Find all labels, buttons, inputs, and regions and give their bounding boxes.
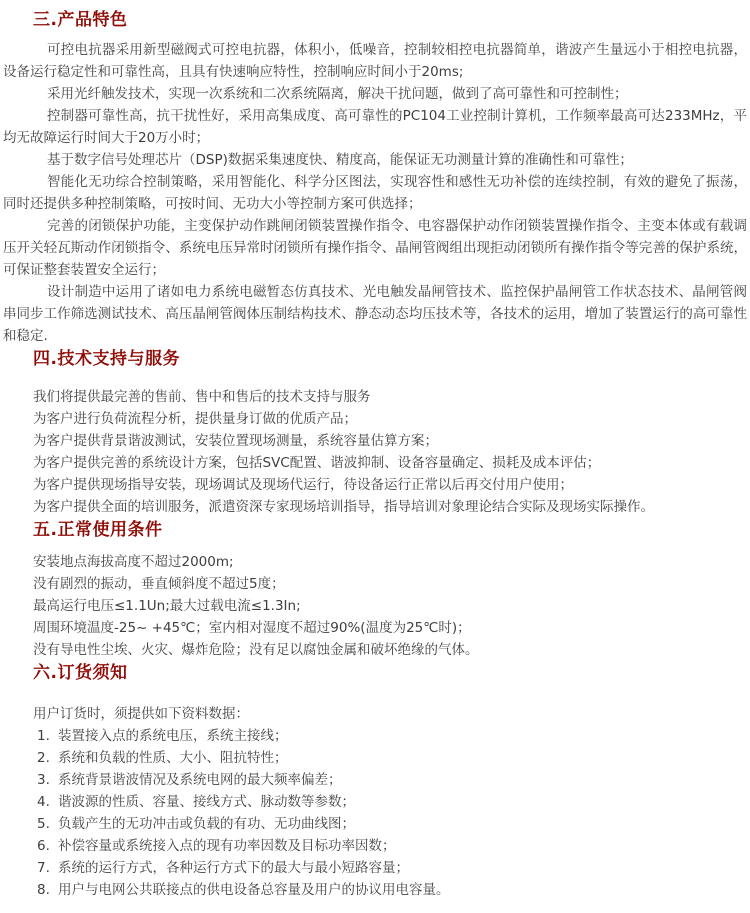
paragraph: 设计制造中运用了诸如电力系统电磁暂态仿真技术、光电触发晶闸管技术、监控保护晶闸管工作状态技术、晶闸管阀串同步工作筛选测试技术、高压晶闸管阀体压制结构技术、静态动态均压技术等，各技术的运用，增加了装置运行的高可靠性和稳定. — [3, 284, 747, 344]
text-line: 周围环境温度-25~ +45℃；室内相对湿度不超过90%(温度为25℃时)； — [33, 620, 471, 636]
list-item-number: 5. — [37, 816, 50, 832]
list-item-number: 8. — [37, 882, 50, 898]
text-line: 安装地点海拔高度不超过2000m; — [33, 554, 234, 570]
section-operating-conditions — [0, 518, 750, 661]
list-item-number: 4. — [37, 794, 50, 810]
list-item-number: 6. — [37, 838, 50, 854]
text-line: 为客户提供全面的培训服务，派遣资深专家现场培训指导，指导培训对象理论结合实际及现场实际操作。 — [33, 499, 654, 515]
list-item — [37, 747, 750, 769]
list-item-text: 谐波源的性质、容量、接线方式、脉动数等参数； — [58, 794, 355, 810]
section-heading-ordering-info: 六.订货须知 — [33, 663, 128, 683]
list-item-number: 3. — [37, 772, 50, 788]
list-item — [37, 857, 750, 879]
paragraph: 智能化无功综合控制策略，采用智能化、科学分区图法，实现容性和感性无功补偿的连续控制，有效的避免了振荡，同时还提供多种控制策略，可按时间、无功大小等控制方案可供选择； — [3, 174, 747, 212]
list-item-text: 用户与电网公共联接点的供电设备总容量及用户的协议用电容量。 — [58, 882, 450, 898]
tech-support-body — [33, 386, 750, 518]
paragraph: 采用光纤触发技术，实现一次系统和二次系统隔离，解决干扰问题，做到了高可靠性和可控制性； — [47, 86, 628, 102]
ordering-intro: 用户订货时，须提供如下资料数据： — [33, 706, 249, 722]
list-item-text: 系统和负载的性质、大小、阻抗特性； — [58, 750, 288, 766]
text-line: 为客户提供背景谐波测试，安装位置现场测量，系统容量估算方案； — [33, 433, 438, 449]
text-line: 最高运行电压≤1.1Un;最大过载电流≤1.3In; — [33, 598, 301, 614]
list-item — [37, 879, 750, 901]
list-item — [37, 835, 750, 857]
list-item-number: 7. — [37, 860, 50, 876]
list-item-text: 系统的运行方式，各种运行方式下的最大与最小短路容量； — [58, 860, 409, 876]
list-item — [37, 791, 750, 813]
list-item-text: 系统背景谐波情况及系统电网的最大频率偏差； — [58, 772, 342, 788]
section-product-features — [0, 8, 750, 347]
section-heading-operating-conditions: 五.正常使用条件 — [33, 520, 163, 540]
list-item — [37, 769, 750, 791]
paragraph: 完善的闭锁保护功能，主变保护动作跳闸闭锁装置操作指令、电容器保护动作闭锁装置操作指令、主变本体或有载调压开关轻瓦斯动作闭锁指令、系统电压异常时闭锁所有操作指令、晶闸管阀组出现拒动闭锁所有操作指令等完善的保护系统，可保证整套装置安全运行； — [3, 218, 747, 278]
ordering-info-body — [33, 703, 750, 901]
list-item-number: 2. — [37, 750, 50, 766]
list-item — [37, 725, 750, 747]
list-item-text: 装置接入点的系统电压，系统主接线； — [58, 728, 288, 744]
text-line: 为客户提供现场指导安装，现场调试及现场代运行，待设备运行正常以后再交付用户使用； — [33, 477, 573, 493]
section-ordering-info — [0, 661, 750, 901]
list-item-number: 1. — [37, 728, 50, 744]
list-item-text: 负载产生的无功冲击或负载的有功、无功曲线图； — [58, 816, 355, 832]
text-line: 没有剧烈的振动，垂直倾斜度不超过5度； — [33, 576, 285, 592]
paragraph: 基于数字信号处理芯片（DSP)数据采集速度快、精度高，能保证无功测量计算的准确性和可靠性； — [47, 152, 633, 168]
text-line: 我们将提供最完善的售前、售中和售后的技术支持与服务 — [33, 389, 371, 405]
section-heading-product-features: 三.产品特色 — [33, 10, 128, 30]
text-line: 没有导电性尘埃、火灾、爆炸危险；没有足以腐蚀金属和破坏绝缘的气体。 — [33, 642, 479, 658]
list-item-text: 补偿容量或系统接入点的现有功率因数及目标功率因数； — [58, 838, 396, 854]
section-heading-tech-support: 四.技术支持与服务 — [33, 349, 180, 369]
paragraph: 控制器可靠性高，抗干扰性好，采用高集成度、高可靠性的PC104工业控制计算机，工作频率最高可达233MHz，平均无故障运行时间大于20万小时； — [3, 108, 747, 146]
paragraph: 可控电抗器采用新型磁阀式可控电抗器，体积小，低噪音，控制较相控电抗器简单，谐波产生量远小于相控电抗器，设备运行稳定性和可靠性高，且具有快速响应特性，控制响应时间小于20ms; — [3, 42, 747, 80]
text-line: 为客户提供完善的系统设计方案，包括SVC配置、谐波抑制、设备容量确定、损耗及成本评估； — [33, 455, 601, 471]
product-features-body — [0, 39, 750, 347]
operating-conditions-body — [33, 551, 750, 661]
list-item — [37, 813, 750, 835]
text-line: 为客户进行负荷流程分析，提供量身订做的优质产品； — [33, 411, 357, 427]
section-tech-support — [0, 347, 750, 518]
